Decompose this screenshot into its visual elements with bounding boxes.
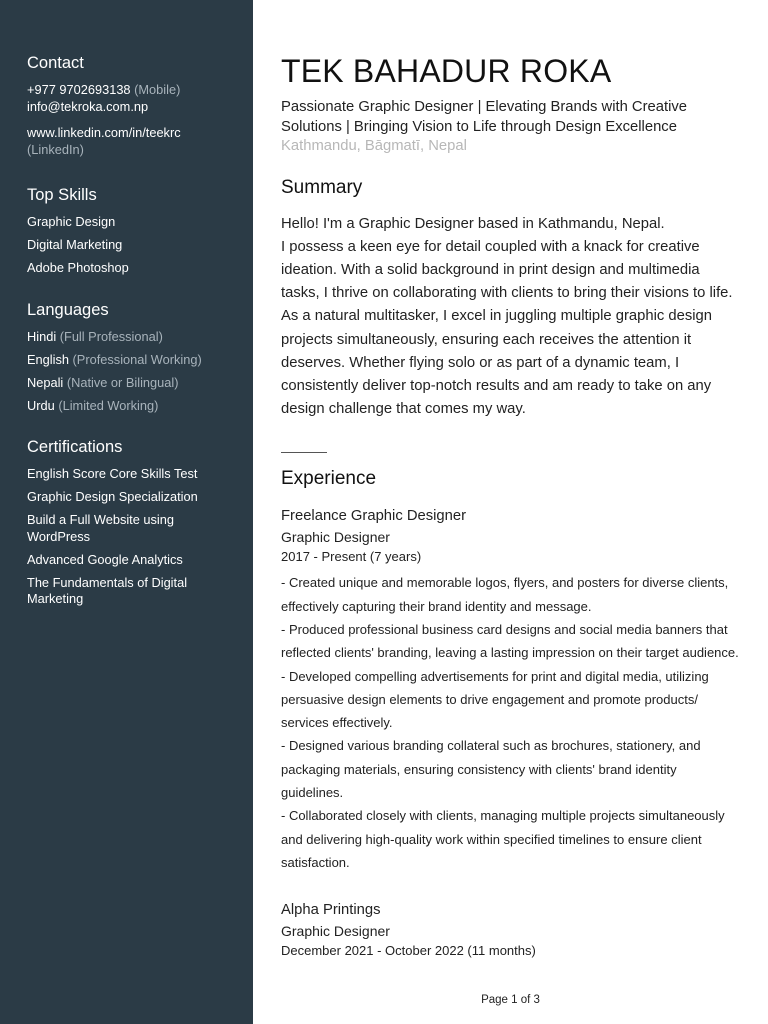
languages-heading: Languages (27, 300, 109, 319)
language-item (27, 329, 231, 346)
job-bullet: - Developed compelling advertisements for print and digital media, utilizing persuasive design elements to drive engagement and promote products/ services effectively. (281, 668, 709, 731)
certification-item: Build a Full Website using WordPress (27, 512, 175, 544)
certification-item: English Score Core Skills Test (27, 466, 198, 481)
contact-section (27, 54, 231, 158)
summary-heading: Summary (281, 176, 363, 198)
job-role: Graphic Designer (281, 923, 390, 940)
summary-intro: Hello! I'm a Graphic Designer based in Kathmandu, Nepal. (281, 215, 665, 232)
page-footer (0, 994, 768, 1006)
language-name: English (27, 351, 69, 367)
skills-section (27, 186, 231, 277)
summary-body: I possess a keen eye for detail coupled with a knack for creative ideation. With a solid background in print design and multimedia tasks, I thrive on collaborating with clients to bring their visions to life. As a natural multitasker, I excel in juggling multiple graphic design projects simultaneously, ensuring each receives the attention it deserves. Whether flying solo or as part of a dynamic team, I consistently deliver top-notch results and am ready to take on any design challenge that comes my way. (281, 238, 733, 418)
skill-item: Adobe Photoshop (27, 260, 129, 275)
section-divider (281, 452, 327, 453)
certification-item: The Fundamentals of Digital Marketing (27, 574, 188, 606)
language-item (27, 398, 231, 415)
phone-number[interactable]: +977 9702693138 (27, 82, 131, 97)
language-name: Nepali (27, 374, 64, 390)
language-level: (Professional Working) (72, 351, 202, 367)
certifications-heading: Certifications (27, 438, 123, 456)
job-company: Freelance Graphic Designer (281, 508, 467, 525)
sidebar (0, 0, 253, 1024)
job-bullet: - Produced professional business card designs and social media banners that reflected clients' branding, leaving a lasting impression on their target audience. (281, 621, 739, 661)
job-bullet: - Created unique and memorable logos, flyers, and posters for diverse clients, effectively capturing their brand identity and message. (281, 575, 729, 614)
language-level: (Full Professional) (59, 328, 163, 344)
job-bullet: - Collaborated closely with clients, managing multiple projects simultaneously and delivering high-quality work within specified timelines to ensure client satisfaction. (281, 808, 725, 870)
language-level: (Limited Working) (58, 397, 159, 413)
job-period: December 2021 - October 2022 (11 months) (281, 943, 536, 959)
job-role: Graphic Designer (281, 529, 390, 546)
job-bullets (281, 571, 741, 874)
languages-section (27, 301, 231, 415)
skill-item: Graphic Design (27, 214, 116, 229)
person-name: TEK BAHADUR ROKA (281, 53, 612, 89)
language-level: (Native or Bilingual) (66, 374, 179, 390)
email-link[interactable]: info@tekroka.com.np (27, 98, 149, 114)
language-name: Hindi (27, 328, 57, 344)
job-entry (281, 900, 741, 961)
phone (27, 82, 231, 99)
language-item (27, 375, 231, 392)
linkedin-link[interactable]: www.linkedin.com/in/teekrc (27, 125, 181, 140)
headline: Passionate Graphic Designer | Elevating Brands with Creative Solutions | Bringing Vision to Life through Design Excellence (281, 99, 688, 135)
skills-heading: Top Skills (27, 186, 97, 204)
page-number: Page 1 of 3 (481, 994, 540, 1006)
linkedin-type: (LinkedIn) (27, 141, 84, 157)
main-content (281, 0, 741, 961)
phone-type: (Mobile) (134, 82, 181, 97)
language-item (27, 352, 231, 369)
contact-heading: Contact (27, 54, 84, 72)
experience-heading: Experience (281, 468, 377, 490)
job-entry (281, 506, 741, 874)
location: Kathmandu, Bāgmatī, Nepal (281, 138, 467, 154)
summary-text (281, 213, 741, 422)
certification-item: Graphic Design Specialization (27, 489, 198, 504)
certification-item: Advanced Google Analytics (27, 551, 183, 567)
certifications-section (27, 438, 231, 608)
job-period: 2017 - Present (7 years) (281, 549, 422, 565)
job-bullet: - Designed various branding collateral such as brochures, stationery, and packaging materials, ensuring consistency with clients' brand identity guidelines. (281, 738, 701, 800)
language-name: Urdu (27, 397, 55, 413)
skill-item: Digital Marketing (27, 237, 123, 252)
job-company: Alpha Printings (281, 902, 381, 919)
